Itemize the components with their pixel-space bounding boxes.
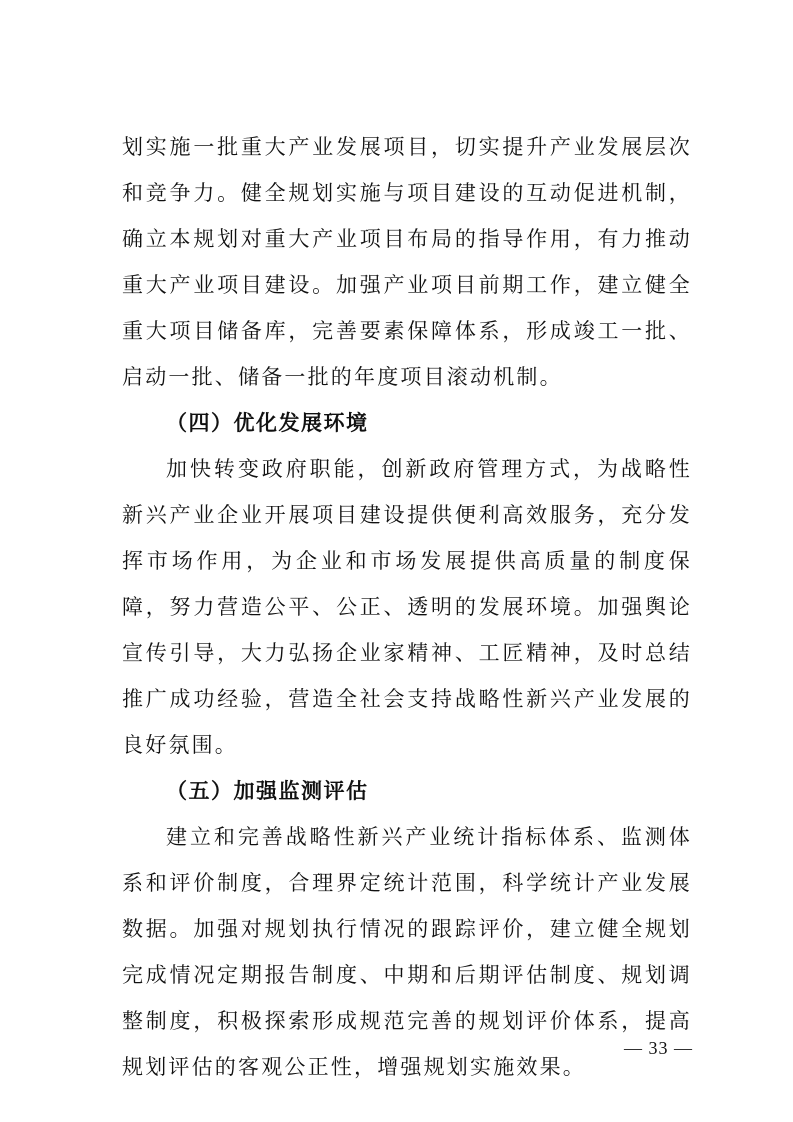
- section-heading-monitoring-evaluation: （五）加强监测评估: [166, 779, 369, 803]
- document-body: [122, 124, 692, 1090]
- paragraph-optimize-environment: 加快转变政府职能，创新政府管理方式，为战略性新兴产业企业开展项目建设提供便利高效服务，充分发挥市场作用，为企业和市场发展提供高质量的制度保障，努力营造公平、公正、透明的发展环境。加强舆论宣传引导，大力弘扬企业家精神、工匠精神，及时总结推广成功经验，营造全社会支持战略性新兴产业发展的良好氛围。: [122, 457, 692, 757]
- paragraph-monitoring-evaluation: 建立和完善战略性新兴产业统计指标体系、监测体系和评价制度，合理界定统计范围，科学统计产业发展数据。加强对规划执行情况的跟踪评价，建立健全规划完成情况定期报告制度、中期和后期评估制度、规划调整制度，积极探索形成规范完善的规划评价体系，提高规划评估的客观公正性，增强规划实施效果。: [122, 825, 692, 1079]
- section-heading-optimize-environment: （四）优化发展环境: [166, 411, 369, 435]
- paragraph-project-implementation: 划实施一批重大产业发展项目，切实提升产业发展层次和竞争力。健全规划实施与项目建设的互动促进机制，确立本规划对重大产业项目布局的指导作用，有力推动重大产业项目建设。加强产业项目前期工作，建立健全重大项目储备库，完善要素保障体系，形成竣工一批、启动一批、储备一批的年度项目滚动机制。: [122, 135, 692, 389]
- page-number: — 33 —: [624, 1038, 693, 1058]
